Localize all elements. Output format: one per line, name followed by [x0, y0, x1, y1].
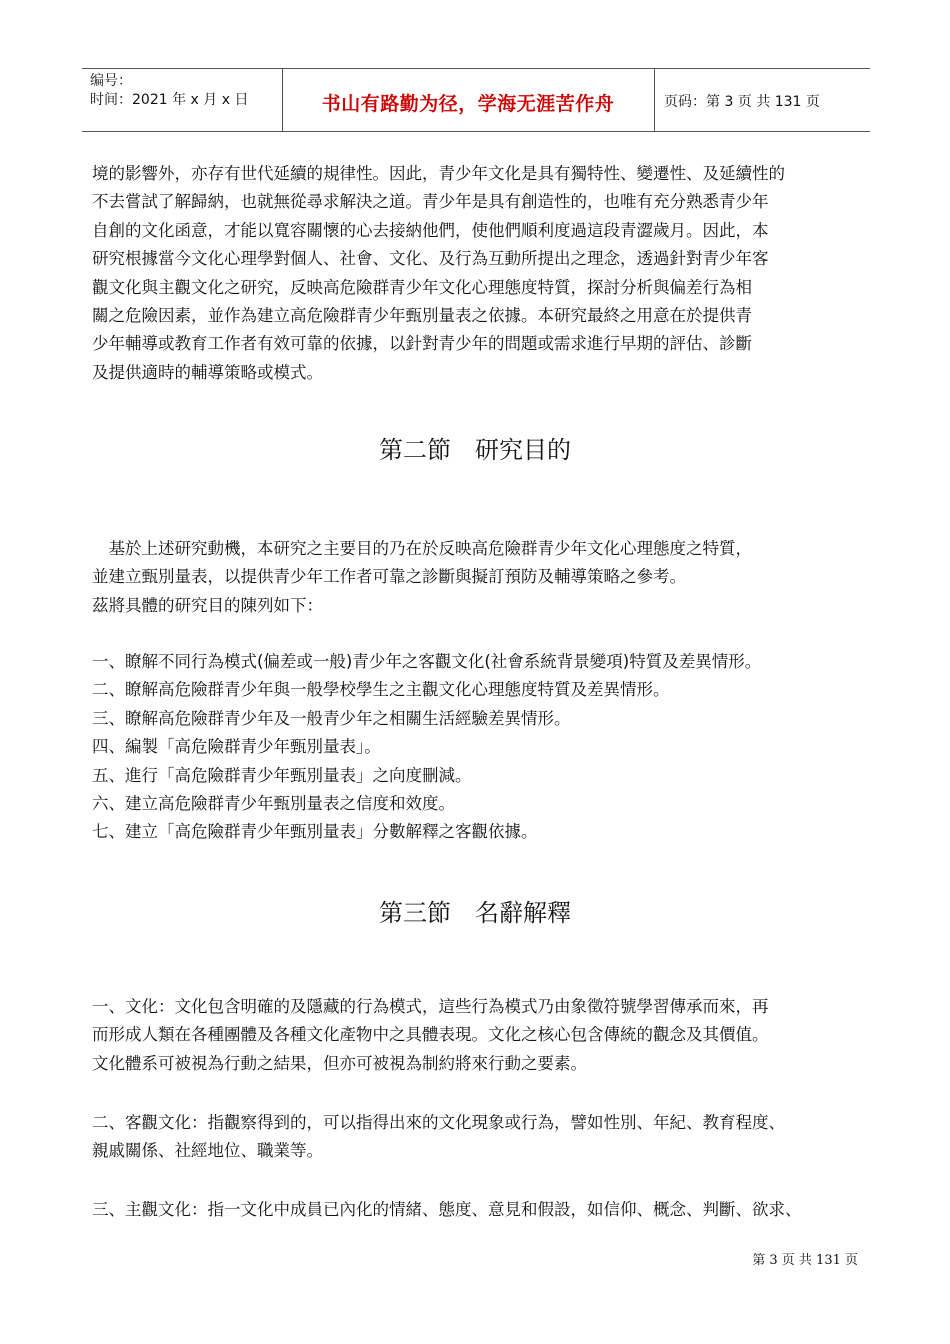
- text-line: 茲將具體的研究目的陳列如下：: [92, 595, 323, 615]
- text-line: 觀文化與主觀文化之研究，反映高危險群青少年文化心理態度特質，探討分析與偏差行為相: [92, 277, 752, 297]
- header-motto: 书山有路勤为径，学海无涯苦作舟: [321, 93, 615, 115]
- purpose-list: [92, 648, 862, 847]
- list-item: 七、建立「高危險群青少年甄別量表」分數解釋之客觀依據。: [92, 822, 538, 842]
- purpose-intro: [92, 535, 862, 620]
- header-divider: [654, 69, 655, 131]
- list-item: 一、瞭解不同行為模式(偏差或一般)青少年之客觀文化(社會系統背景變項)特質及差異情形。: [92, 652, 762, 671]
- text-line: 並建立甄別量表，以提供青少年工作者可靠之診斷與擬訂預防及輔導策略之參考。: [92, 567, 686, 587]
- page-footer: 第 3 页 共 131 页: [752, 1253, 858, 1268]
- intro-paragraph: [92, 160, 862, 387]
- text-line: 自創的文化函意，才能以寬容關懷的心去接納他們，使他們順利度過這段青澀歲月。因此，本: [92, 220, 769, 240]
- list-item: 六、建立高危險群青少年甄別量表之信度和效度。: [92, 794, 455, 814]
- text-line: 境的影響外，亦存有世代延續的規律性。因此，青少年文化是具有獨特性、變遷性、及延續性的: [92, 164, 785, 183]
- text-line: 三、主觀文化：指一文化中成員已內化的情緒、態度、意見和假設，如信仰、概念、判斷、欲求、: [92, 1200, 802, 1219]
- list-item: 二、瞭解高危險群青少年與一般學校學生之主觀文化心理態度特質及差異情形。: [92, 680, 670, 700]
- list-item: 四、編製「高危險群青少年甄別量表」。: [92, 737, 381, 757]
- text-line: 文化體系可被視為行動之結果，但亦可被視為制約將來行動之要素。: [92, 1053, 587, 1073]
- section-heading: 第二節 研究目的: [379, 436, 571, 464]
- text-line: 基於上述研究動機，本研究之主要目的乃在於反映高危險群青少年文化心理態度之特質，: [92, 539, 752, 558]
- header-meta: [90, 72, 248, 110]
- text-line: 研究根據當今文化心理學對個人、社會、文化、及行為互動所提出之理念，透過針對青少年客: [92, 249, 769, 269]
- page-header: [82, 68, 870, 132]
- header-page-info: 页码：第 3 页 共 131 页: [664, 94, 820, 110]
- document-number-label: 编号：: [90, 73, 132, 89]
- text-line: 二、客觀文化：指觀察得到的，可以指得出來的文化現象或行為，譬如性別、年紀、教育程度、: [92, 1113, 785, 1132]
- text-line: 關之危險因素，並作為建立高危險群青少年甄別量表之依據。本研究最終之用意在於提供青: [92, 306, 752, 326]
- list-item: 五、進行「高危險群青少年甄別量表」之向度刪減。: [92, 765, 472, 785]
- text-line: 不去嘗試了解歸納，也就無從尋求解決之道。青少年是具有創造性的，也唯有充分熟悉青少年: [92, 192, 769, 212]
- definition-objective-culture: [92, 1109, 862, 1166]
- text-line: 少年輔導或教育工作者有效可靠的依據，以針對青少年的問題或需求進行早期的評估、診斷: [92, 334, 752, 354]
- text-line: 親戚關係、社經地位、職業等。: [92, 1141, 323, 1161]
- list-item: 三、瞭解高危險群青少年及一般青少年之相關生活經驗差異情形。: [92, 708, 571, 728]
- text-line: 而形成人類在各種團體及各種文化產物中之具體表現。文化之核心包含傳統的觀念及其價值。: [92, 1025, 769, 1045]
- definition-culture: [92, 993, 862, 1078]
- document-date: 时间：2021 年 x 月 x 日: [90, 92, 249, 108]
- definition-subjective-culture: [92, 1196, 862, 1224]
- text-line: 一、文化：文化包含明確的及隱藏的行為模式，這些行為模式乃由象徵符號學習傳承而來，再: [92, 997, 769, 1016]
- section-heading: 第三節 名辭解釋: [379, 899, 571, 927]
- text-line: 及提供適時的輔導策略或模式。: [92, 362, 323, 382]
